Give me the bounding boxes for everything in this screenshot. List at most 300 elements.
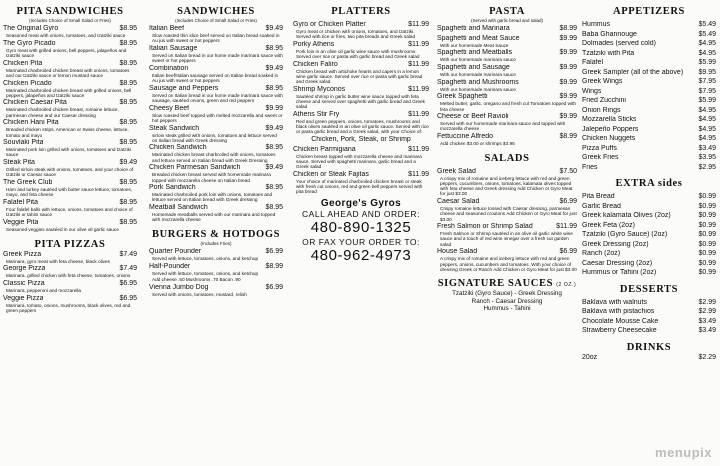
menu-item-price: $7.49 bbox=[119, 250, 137, 258]
menu-item bbox=[582, 260, 716, 268]
menu-item bbox=[149, 45, 283, 63]
section-title-salads: SALADS bbox=[484, 152, 530, 164]
menu-item-price: $2.29 bbox=[698, 353, 716, 361]
menu-item-description: Homemade meatballs served with our marinara and topped with mozzarella cheese bbox=[152, 212, 276, 223]
menu-item bbox=[582, 212, 716, 220]
menu-item bbox=[293, 41, 429, 59]
menu-item-name: Pita Bread bbox=[582, 193, 615, 200]
menu-item-price: $11.99 bbox=[408, 21, 429, 28]
section-subtitle: (Includes Choice of Small Salad or Fries) bbox=[29, 18, 111, 23]
menu-item bbox=[3, 119, 137, 137]
menu-item bbox=[437, 79, 577, 92]
menu-item-name: Spaghetti and Meat Sauce bbox=[437, 34, 520, 42]
menu-item-name: Fried Zucchini bbox=[582, 97, 626, 104]
phone-number[interactable]: 480-890-1325 bbox=[310, 219, 412, 237]
menu-item-description: Add chicken $3.00 or shrimps $3.95 bbox=[440, 141, 515, 147]
menu-item-price: $7.95 bbox=[698, 87, 716, 95]
menu-item-description: With our homemade marinara sauce bbox=[440, 57, 516, 63]
menu-item-price: $9.49 bbox=[265, 64, 283, 72]
menu-item-name: Dolmades (served cold) bbox=[582, 40, 656, 47]
platter-list bbox=[293, 21, 429, 194]
burger-list bbox=[149, 248, 283, 297]
menu-item bbox=[582, 78, 716, 86]
menu-item-name: Chicken Parmigiana bbox=[293, 145, 356, 153]
appetizer-list bbox=[582, 21, 716, 172]
menu-item-price: $4.95 bbox=[698, 125, 716, 133]
menu-item-name: Hummus or Tahini (2oz) bbox=[582, 269, 657, 276]
column-4 bbox=[437, 6, 577, 313]
menu-item bbox=[437, 93, 577, 111]
menu-item-description: Your choice of marinated charbroiled chicken breast or steak with fresh cut onions, red and green bell peppers served with pita bread bbox=[296, 178, 423, 195]
menu-item-price: $4.95 bbox=[698, 106, 716, 114]
menu-item-name: Veggie Pita bbox=[3, 218, 39, 226]
menu-item-name: Italian Sausage bbox=[149, 44, 198, 52]
menu-item-price: $5.99 bbox=[698, 59, 716, 66]
menu-item-price: $9.99 bbox=[559, 93, 577, 101]
menu-item-description: Slow roasted thin slice beef served on Italian bread soaked in Au jus with sweet or hot peppers bbox=[152, 33, 280, 44]
sandwich-list bbox=[149, 25, 283, 223]
menu-item-price: $0.99 bbox=[698, 221, 716, 229]
menu-item bbox=[437, 113, 577, 131]
menu-item-name: House Salad bbox=[437, 248, 478, 256]
menu-item-description: Pork loin in an olive oil garlic wine sauce with mushrooms. Served over rice or pasta with garlic bread and Greek salad bbox=[296, 48, 420, 60]
menu-item bbox=[437, 35, 577, 48]
menu-item-name: Greek Dressing (2oz) bbox=[582, 240, 649, 248]
menu-item-name: Chicken or Steak Fajitas bbox=[293, 170, 369, 178]
menu-item-name: Falafel Pita bbox=[3, 198, 39, 206]
menu-item-name: Ranch (2oz) bbox=[582, 250, 621, 257]
menu-item-price: $8.95 bbox=[119, 59, 137, 67]
menu-item-description: Seasoned meat with onions, tomatoes, and tzatziki sauce bbox=[6, 33, 126, 38]
watermark: menupix bbox=[655, 445, 712, 460]
menu-item-description: Marinated charbroiled chicken breast with grilled onions, bell peppers, jalapeños and tzatziki sauce bbox=[6, 87, 132, 98]
menu-item-price: $7.49 bbox=[119, 265, 137, 273]
menu-item-description: Seasoned veggies sautéed in our olive oil garlic sauce bbox=[6, 226, 119, 232]
menu-item-price: $8.95 bbox=[119, 198, 137, 206]
menu-item bbox=[3, 280, 137, 293]
column-3 bbox=[293, 6, 429, 265]
menu-item bbox=[582, 145, 716, 153]
menu-item bbox=[3, 25, 137, 38]
menu-item-description: A crispy mix of romaine and iceberg lettuce with red and green peppers, cucumbers, onions, tomatoes, kalamata olives topped with feta cheese and Greek dressing Add Chicken or Gyro Meat for just $3.00 bbox=[440, 175, 573, 197]
menu-item-description: Chicken breast with artichoke hearts and capers in a lemon wine garlic sauce. Served over rice or pasta with garlic bread and Greek salad bbox=[296, 68, 423, 85]
menu-item-price: $9.49 bbox=[119, 159, 137, 167]
menu-item-price: $7.95 bbox=[698, 78, 716, 85]
menu-item-name: Tzatziki (Gyro Sauce) (2oz) bbox=[582, 231, 668, 238]
menu-item-name: Baba Ghannouge bbox=[582, 30, 637, 38]
menu-item-name: Spaghetti and Sausage bbox=[437, 63, 510, 71]
menu-item bbox=[293, 171, 429, 195]
menu-item-price: $11.99 bbox=[408, 60, 429, 68]
menu-item bbox=[3, 40, 137, 58]
menu-item-price: $8.99 bbox=[265, 262, 283, 270]
menu-item-name: Greek Feta (2oz) bbox=[582, 221, 635, 229]
menu-item bbox=[3, 80, 137, 98]
menu-item-description: Crispy romaine lettuce tossed with Caesar dressing, parmesan cheese and seasoned croutons Add Chicken or Gyro Meat for just $3.00 bbox=[440, 206, 577, 222]
menu-item-name: Chicken, Pork, Steak, or Shrimp bbox=[311, 136, 411, 144]
menu-item-name: Wings bbox=[582, 87, 602, 95]
menu-item-price: $2.99 bbox=[698, 308, 716, 315]
menu-item bbox=[437, 198, 577, 222]
menu-item bbox=[149, 284, 283, 297]
menu-item-name: Jalepeño Poppers bbox=[582, 125, 639, 133]
menu-item-price: $6.95 bbox=[119, 279, 137, 287]
menu-item bbox=[582, 250, 716, 258]
menu-item bbox=[3, 99, 137, 117]
menu-item-description: Breaded chicken strips, American or Swiss cheese, lettuce, tomato and mayo bbox=[6, 127, 129, 138]
column-1 bbox=[3, 6, 137, 315]
menu-item bbox=[3, 159, 137, 177]
menu-item-description: Served with our homemade marinara sauce and topped with mozzarella cheese bbox=[440, 121, 566, 132]
pasta-list bbox=[437, 25, 577, 146]
menu-item-description: Served with onions, tomatoes, mustard, relish bbox=[152, 292, 247, 298]
restaurant-name: George's Gyros bbox=[320, 198, 402, 210]
section-subtitle: (Includes Choice of Small Salad or Fries) bbox=[175, 18, 257, 23]
menu-item-description: Four falafel balls with lettuce, onions, tomatoes and choice of tzatziki or tahini sauce bbox=[6, 206, 133, 218]
menu-item bbox=[149, 164, 283, 182]
drink-list bbox=[582, 354, 716, 362]
menu-item-name: Spaghetti and Marinara bbox=[437, 25, 510, 32]
menu-item-description: Ham and turkey sautéed with butter sauce lettuce, tomatoes, mayo, and feta cheese bbox=[6, 187, 133, 198]
menu-item-name: Pizza Puffs bbox=[582, 144, 617, 152]
menu-item bbox=[3, 179, 137, 197]
menu-item-name: Caesar Salad bbox=[437, 198, 480, 206]
menu-item-price: $0.99 bbox=[698, 250, 716, 257]
menu-item-description: Grilled sirloin steak with onions, tomatoes, and your choice of tzatziki or Caesar sauce bbox=[6, 167, 134, 178]
menu-item-price: $8.95 bbox=[119, 99, 137, 107]
menu-item bbox=[582, 318, 716, 326]
menu-item-name: Fresh Salmon or Shrimp Salad bbox=[437, 223, 533, 231]
menu-item bbox=[3, 219, 137, 232]
menu-item bbox=[437, 49, 577, 62]
menu-item bbox=[582, 50, 716, 58]
menu-item-name: Chicken Nuggets bbox=[582, 135, 636, 142]
menu-item-price: $9.99 bbox=[559, 78, 577, 86]
menu-item-price: $0.99 bbox=[698, 231, 716, 238]
section-subtitle: (Includes Fries) bbox=[200, 241, 232, 247]
section-title-sandwiches: SANDWICHES bbox=[177, 6, 255, 17]
section-title-pita-sandwiches: PITA SANDWICHES bbox=[16, 6, 124, 17]
menu-item-price: $11.99 bbox=[408, 170, 429, 178]
extra-sides-list bbox=[582, 193, 716, 277]
menu-item bbox=[149, 248, 283, 261]
menu-item-price: $8.95 bbox=[265, 204, 283, 212]
menu-item-name: Pork Sandwich bbox=[149, 184, 196, 192]
menu-item-price: $6.99 bbox=[265, 284, 283, 292]
menu-item bbox=[582, 135, 716, 143]
menu-item-description: Red and green peppers, onions, tomatoes, mushrooms and black olives sautéed in an olive oil garlic sauce. Served with rice or pasta garlic bread and a Greek salad, with your Choice of: bbox=[296, 119, 429, 135]
menu-item bbox=[582, 69, 716, 77]
menu-item bbox=[437, 168, 577, 197]
menu-item bbox=[3, 251, 137, 264]
menu-item-name: Greek Pizza bbox=[3, 250, 42, 258]
menu-item-price: $3.49 bbox=[698, 144, 716, 152]
menu-item-price: $0.99 bbox=[698, 240, 716, 248]
menu-item-name: Steak Sandwich bbox=[149, 124, 200, 132]
menu-item-name: The Gyro Picado bbox=[3, 39, 56, 47]
menu-item-price: $0.99 bbox=[698, 212, 716, 219]
menu-item bbox=[437, 133, 577, 146]
menu-item-description: Marinara, grilled chicken with feta cheese, tomatoes, onions bbox=[6, 273, 131, 279]
menu-item-description: Marinara, tomato, onions, mushrooms, black olives, red and green peppers bbox=[6, 302, 131, 313]
menu-item-name: Strawberry Cheesecake bbox=[582, 327, 657, 334]
menu-item bbox=[582, 116, 716, 124]
menu-item-name: Mozzarella Sticks bbox=[582, 116, 637, 123]
menu-item-name: George Pizza bbox=[3, 265, 46, 273]
menu-item bbox=[3, 265, 137, 278]
menu-item-name: The Original Gyro bbox=[3, 25, 59, 32]
menu-item bbox=[293, 21, 429, 39]
menu-item-price: $4.95 bbox=[698, 40, 716, 47]
menu-item-name: Combination bbox=[149, 64, 189, 72]
menu-item-name: Fries bbox=[582, 163, 598, 171]
menu-item-price: $3.95 bbox=[698, 154, 716, 161]
menu-item bbox=[582, 154, 716, 162]
menu-item-name: Porky Athens bbox=[293, 40, 335, 48]
menu-item bbox=[293, 146, 429, 170]
menu-item bbox=[293, 61, 429, 85]
menu-item-price: $8.99 bbox=[559, 133, 577, 141]
menu-item-name: 20oz bbox=[582, 353, 598, 361]
section-title-sauces bbox=[437, 278, 577, 289]
menu-item-price: $0.99 bbox=[698, 202, 716, 210]
menu-item bbox=[149, 125, 283, 143]
menu-item-price: $8.95 bbox=[119, 39, 137, 47]
menu-item-name: Chicken Faliro bbox=[293, 60, 338, 68]
menu-item-name: Garlic Bread bbox=[582, 202, 621, 210]
menu-item-price: $8.99 bbox=[559, 25, 577, 32]
menu-item-price: $5.49 bbox=[698, 30, 716, 38]
menu-item-name: Baklava with pistachios bbox=[582, 308, 655, 315]
menu-item-description: Add cheese .50 Mushrooms .70 Bacon .90 bbox=[152, 277, 241, 283]
menu-item-price: $9.95 bbox=[698, 68, 716, 76]
menu-item-price: $9.99 bbox=[559, 63, 577, 71]
menu-item bbox=[149, 65, 283, 83]
menu-item-price: $0.99 bbox=[698, 193, 716, 200]
menu-item bbox=[582, 164, 716, 172]
pita-sandwich-list bbox=[3, 25, 137, 232]
menu-item-description: Marinated pork loin grilled with onions, tomatoes and tzatziki sauce bbox=[6, 147, 132, 158]
menu-item-name: Veggie Pizza bbox=[3, 294, 44, 302]
menu-item-description: Marinated charbroiled chicken breast, romaine lettuce, parmesan cheese and our Caesar dressing bbox=[6, 107, 119, 118]
menu-item-price: $9.49 bbox=[265, 124, 283, 132]
menu-item bbox=[293, 111, 429, 135]
menu-item-price: $8.95 bbox=[119, 218, 137, 226]
menu-item-name: Souvlaki Pita bbox=[3, 139, 44, 147]
menu-item bbox=[149, 204, 283, 222]
menu-item-price: $9.99 bbox=[559, 34, 577, 42]
menu-item-name: Greek Salad bbox=[437, 167, 476, 175]
menu-item-description: Slow roasted beef topped with melted mozzarella and sweet or hot peppers bbox=[152, 112, 283, 123]
menu-item-description: Marinara, gyro meat with feta cheese, black olives bbox=[6, 258, 110, 264]
section-title-pita-pizzas: PITA PIZZAS bbox=[34, 238, 106, 250]
menu-item-name: Greek Fries bbox=[582, 154, 619, 161]
menu-item-name: Fettuccine Alfredo bbox=[437, 133, 494, 141]
section-title-burgers: BURGERS & HOTDOGS bbox=[151, 229, 281, 241]
menu-item-price: $8.95 bbox=[119, 25, 137, 32]
salad-list bbox=[437, 168, 577, 272]
menu-item-name: Steak Pita bbox=[3, 159, 35, 167]
menu-item-price: $2.99 bbox=[698, 298, 716, 306]
sauces-size: (2 OZ.) bbox=[556, 282, 577, 289]
menu-item-price: $9.99 bbox=[559, 49, 577, 57]
menu-item-name: Shrimp Myconos bbox=[293, 85, 346, 93]
menu-item bbox=[582, 203, 716, 211]
menu-item-name: Falafel bbox=[582, 59, 604, 66]
sauce-line: Hummus - Tahini bbox=[483, 305, 531, 313]
menu-item-name: Onion Rings bbox=[582, 106, 621, 114]
menu-item-price: $8.95 bbox=[265, 44, 283, 52]
menu-item-price: $5.99 bbox=[698, 97, 716, 104]
section-title-pasta: PASTA bbox=[489, 6, 525, 17]
menu-item bbox=[582, 241, 716, 249]
menu-item bbox=[149, 105, 283, 123]
menu-item bbox=[3, 139, 137, 157]
menu-item bbox=[582, 88, 716, 96]
menu-item-name: The Greek Club bbox=[3, 179, 53, 187]
menu-item-price: $0.99 bbox=[698, 259, 716, 267]
menu-item bbox=[582, 31, 716, 39]
menu-item-description: Gyro meat with grilled onions, bell peppers, jalapeños and tzatziki sauce bbox=[6, 47, 127, 58]
menu-item-price: $9.49 bbox=[265, 25, 283, 32]
menu-item bbox=[149, 184, 283, 202]
section-subtitle: (Served with garlic bread and salad) bbox=[470, 18, 544, 23]
menu-item-price: $8.95 bbox=[119, 79, 137, 87]
menu-item-price: $11.99 bbox=[408, 145, 429, 153]
menu-item-description: Chicken breast topped with mozzarella cheese and marinara sauce. Served with spaghetti marinara, garlic bread and a Greek salad bbox=[296, 153, 422, 170]
section-title-appetizers: APPETIZERS bbox=[613, 6, 685, 17]
menu-item-description: Fresh Salmon or Shrimp sautéed in an olive oil garlic white wine sauce and a touch of red wine vinegar over a fresh cut garden salad bbox=[440, 231, 573, 247]
menu-item-description: Marinated charbroiled pork loin with onions, tomatoes and lettuce served on Italian bread with Greek dressing bbox=[152, 192, 273, 203]
menu-item-description: A crispy mix of romaine and iceberg lettuce with red and green peppers, onions, cucumbers and tomatoes. With your choice of dressing Greek or Ranch Add Chicken or Gyro Meat for just $3.00 bbox=[440, 256, 577, 272]
menu-item bbox=[582, 231, 716, 239]
menu-item-name: Athens Stir Fry bbox=[293, 111, 340, 119]
menu-item-name: Chicken Sandwich bbox=[149, 144, 207, 152]
menu-item bbox=[582, 97, 716, 105]
menu-item-name: Quarter Pounder bbox=[149, 248, 202, 256]
menu-item bbox=[149, 263, 283, 276]
menu-item-description: Italian beef/Italian sausage served on Italian bread soaked in Au jus with sweet or hot peppers bbox=[152, 72, 279, 84]
menu-item-name: Greek Wings bbox=[582, 78, 623, 85]
menu-item bbox=[149, 144, 283, 162]
menu-item-name: Cheese or Beef Ravioli bbox=[437, 113, 509, 121]
dessert-list bbox=[582, 299, 716, 336]
menu-item-description: Served on Italian bread in our home made marinara sauce with sweet or hot peppers bbox=[152, 52, 283, 64]
menu-item-name: Caesar Dressing (2oz) bbox=[582, 259, 653, 267]
menu-item-price: $9.99 bbox=[265, 104, 283, 112]
menu-item-name: Greek Sampler (all of the above) bbox=[582, 68, 684, 76]
menu-item-name: Vienna Jumbo Dog bbox=[149, 284, 209, 292]
column-2 bbox=[149, 6, 283, 299]
menu-item-price: $6.99 bbox=[559, 248, 577, 256]
fax-number[interactable]: 480-962-4973 bbox=[310, 247, 412, 265]
menu-item-description: With our homemade marinara sauce bbox=[440, 86, 516, 92]
menu-item-name: Spaghetti and Meatballs bbox=[437, 49, 513, 57]
section-title-desserts: DESSERTS bbox=[619, 283, 679, 295]
menu-item-price: $9.99 bbox=[559, 113, 577, 121]
menu-item-price: $7.50 bbox=[559, 167, 577, 175]
menu-item-description: Melted butter, garlic, oregano and fresh cut Tomatoes topped with feta cheese bbox=[440, 101, 576, 112]
menu-item-description: Gyro meat or chicken with onions, tomatoes, and tzatziki. Served with rice or fries, two pita breads and Greek salad bbox=[296, 29, 416, 40]
menu-item bbox=[582, 193, 716, 201]
menu-item bbox=[149, 25, 283, 43]
menu-item-description: Served on Italian bread in our home made marinara sauce with sausage, sautéed onions, green and red peppers bbox=[152, 92, 283, 103]
menu-item bbox=[149, 85, 283, 103]
menu-item-name: Chicken Picado bbox=[3, 79, 52, 87]
menu-item-price: $11.99 bbox=[408, 85, 429, 93]
menu-item-description: Sautéed shrimp in garlic butter wine sauce topped with feta cheese and served over spaghetti with garlic bread and Greek salad bbox=[296, 93, 425, 110]
sauce-line: Ranch - Caesar Dressing bbox=[471, 297, 543, 305]
menu-item bbox=[149, 277, 283, 282]
menu-item-price: $6.95 bbox=[119, 294, 137, 302]
menu-item-price: $8.95 bbox=[265, 84, 283, 92]
menu-item bbox=[437, 25, 577, 33]
menu-item-name: Baklava with walnuts bbox=[582, 298, 647, 306]
menu-item bbox=[437, 223, 577, 247]
menu-item-price: $8.95 bbox=[265, 144, 283, 152]
section-title-extra-sides: EXTRA sides bbox=[615, 178, 683, 189]
menu-item-description: Served with lettuce, tomatoes, onions, and ketchup bbox=[152, 270, 259, 276]
section-title-platters: PLATTERS bbox=[331, 6, 391, 17]
menu-item-price: $4.95 bbox=[698, 116, 716, 123]
menu-item bbox=[293, 136, 429, 144]
menu-item-price: $5.49 bbox=[698, 21, 716, 28]
menu-item bbox=[437, 248, 577, 272]
menu-item-price: $8.95 bbox=[119, 119, 137, 127]
menu-item bbox=[582, 40, 716, 48]
pita-pizza-list bbox=[3, 251, 137, 314]
menu-item-price: $2.95 bbox=[698, 163, 716, 171]
menu-item-price: $6.99 bbox=[559, 198, 577, 206]
menu-item-name: Chicken Hani Pita bbox=[3, 119, 59, 127]
menu-item bbox=[582, 107, 716, 115]
menu-item-price: $4.95 bbox=[698, 135, 716, 142]
menu-item bbox=[582, 222, 716, 230]
menu-item-price: $8.95 bbox=[119, 139, 137, 147]
menu-item-name: Greek kalamata Olives (2oz) bbox=[582, 212, 671, 219]
sauces-title: SIGNATURE SAUCES bbox=[437, 278, 554, 290]
menu-item-name: Classic Pizza bbox=[3, 279, 45, 287]
menu-item-price: $6.99 bbox=[265, 248, 283, 256]
menu-item bbox=[582, 21, 716, 29]
menu-item-description: Marinated chicken breast charbroiled with onions, tomatoes and lettuce served on Italian bread with Greek Dressing bbox=[152, 152, 276, 163]
menu-item bbox=[582, 327, 716, 335]
menu-item-price: $8.95 bbox=[265, 184, 283, 192]
sauce-line: Tzatziki (Gyro Sauce) - Greek Dressing bbox=[452, 290, 562, 298]
menu-item bbox=[582, 354, 716, 362]
menu-item-name: Half-Pounder bbox=[149, 262, 191, 270]
menu-item bbox=[3, 295, 137, 313]
menu-item-description: With our homemade marinara sauce bbox=[440, 71, 516, 77]
menu-item-name: Spaghetti and Mushrooms bbox=[437, 78, 519, 86]
menu-item-price: $8.95 bbox=[119, 179, 137, 187]
column-5 bbox=[582, 6, 716, 363]
menu-item-description: sirloin steak grilled with onions, tomatoes and lettuce served on Italian bread with Greek dressing bbox=[152, 132, 277, 143]
section-title-drinks: DRINKS bbox=[626, 341, 672, 353]
menu-item bbox=[3, 60, 137, 78]
menu-item-price: $3.49 bbox=[698, 317, 716, 325]
menu-item-description: With our homemade Meat Sauce bbox=[440, 42, 509, 48]
menu-item bbox=[582, 59, 716, 67]
menu-item-name: Italian Beef bbox=[149, 25, 185, 32]
menu-item-name: Greek Spaghetti bbox=[437, 93, 488, 101]
menu-item bbox=[3, 199, 137, 217]
menu-item-name: Meatball Sandwich bbox=[149, 204, 208, 212]
menu-item-name: Cheesy Beef bbox=[149, 104, 190, 112]
fax-text: OR FAX YOUR ORDER TO: bbox=[302, 237, 420, 248]
menu-item-description: Marinated charbroiled chicken breast with onions, tomatoes and our tzatziki sauce or lemon mustard sauce bbox=[6, 67, 130, 78]
menu-item bbox=[582, 126, 716, 134]
